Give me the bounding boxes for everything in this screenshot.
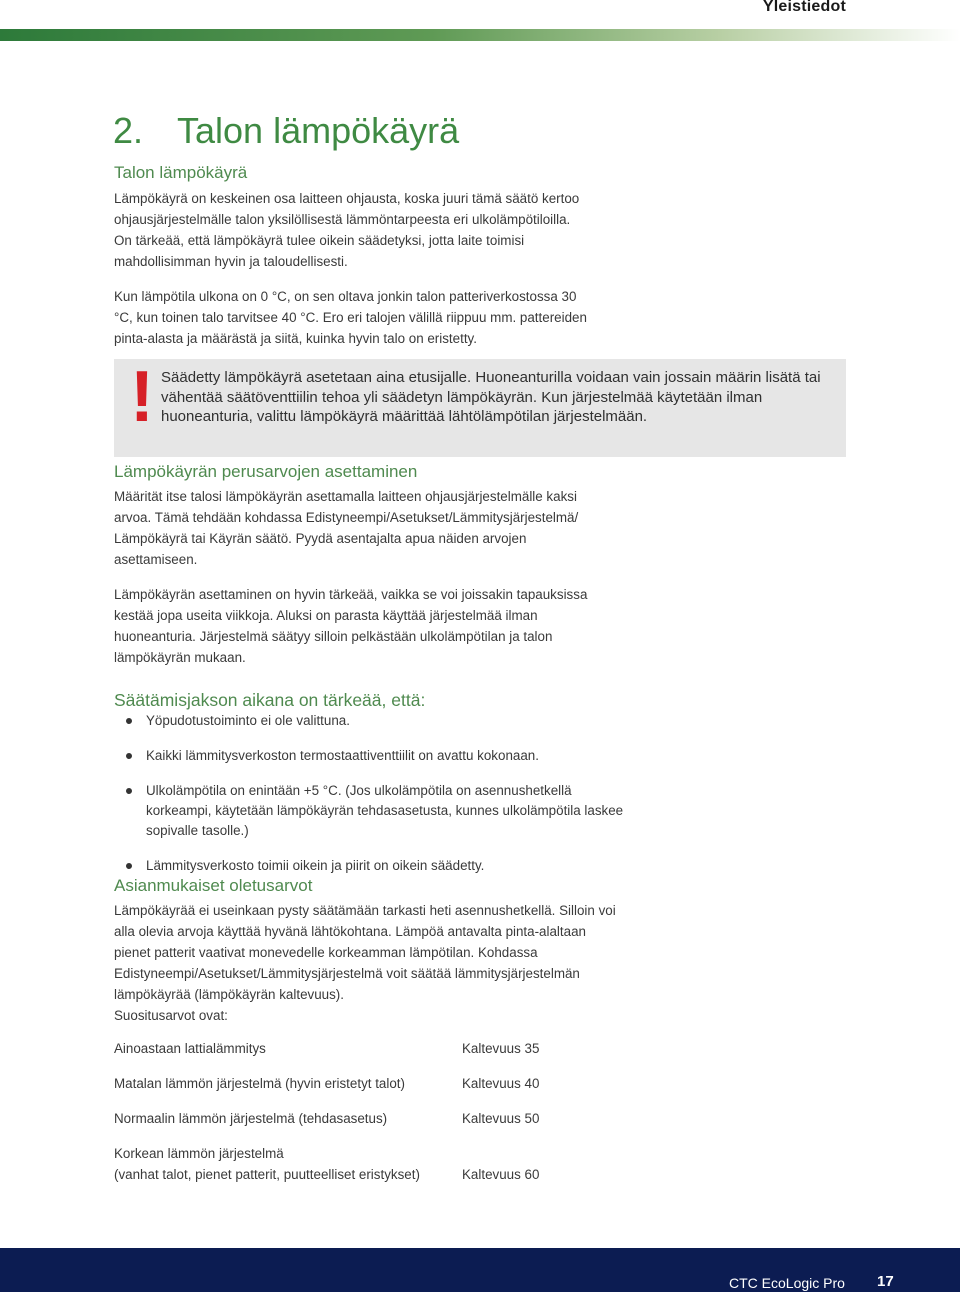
table-row: Ainoastaan lattialämmitys Kaltevuus 35 [114,1041,540,1056]
exclamation-icon: ! [130,357,154,437]
list-item: Kaikki lämmitysverkoston termostaattiventtiilit on avattu kokonaan. [114,746,634,766]
bullet-icon [126,788,132,794]
adjust-period-heading: Säätämisjakson aikana on tärkeää, että: [114,690,426,710]
chapter-number: 2. [113,110,144,151]
table-row: Matalan lämmön järjestelmä (hyvin eristetyt talot) Kaltevuus 40 [114,1076,540,1091]
page-title [113,110,459,152]
important-note-text: Säädetty lämpökäyrä asetetaan aina etusijalle. Huoneanturilla voidaan vain jossain määrin lisätä tai vähentää säätöventtiilin tehoa yli säädetyn lämpökäyrän. Kun järjestelmää käytetään ilman huoneanturia, valittu lämpökäyrä määrittää lähtölämpötilan järjestelmään. [161,369,821,425]
chapter-title: Talon lämpökäyrä [177,110,460,151]
recommended-values-table [114,1038,594,1185]
bullet-icon [126,718,132,724]
defaults-paragraph: Lämpökäyrää ei useinkaan pysty säätämään tarkasti heti asennushetkellä. Silloin voi alla olevia arvoja käyttää hyvänä lähtökohtana. Lämpöä antavalta pinta-alaltaan pienet patterit vaativat monevedelle korkeamman lämpötilan. Kohdassa Edistyneempi/Asetukset/Lämmitysjärjestelmä voit säätää lämmitysjärjestelmän lämpökäyrää (lämpökäyrän kaltevuus). Suositusarvot ovat: [114,903,616,1023]
footer-product-name: CTC EcoLogic Pro [729,1275,845,1291]
header-gradient-bar [0,29,960,41]
table-row: Normaalin lämmön järjestelmä (tehdasasetus) Kaltevuus 50 [114,1111,540,1126]
basic-paragraph-2: Lämpökäyrän asettaminen on hyvin tärkeää, vaikka se voi joissakin tapauksissa kestää jopa useita viikkoja. Aluksi on parasta käyttää järjestelmää ilman huoneanturia. Järjestelmä säätyy silloin pelkästään ulkolämpötilan ja talon lämpökäyrän mukaan. [114,587,588,665]
defaults-heading: Asianmukaiset oletusarvot [114,876,313,895]
bullet-icon [126,863,132,869]
table-row: Korkean lämmön järjestelmä (vanhat talot, pienet patterit, puutteelliset eristykset) Kaltevuus 60 [114,1146,540,1182]
intro-paragraph-2: Kun lämpötila ulkona on 0 °C, on sen oltava jonkin talon patteriverkostossa 30 °C, kun toinen talo tarvitsee 40 °C. Ero eri talojen välillä riippuu mm. pattereiden pinta-alasta ja määrästä ja siitä, kuinka hyvin talo on eristetty. [114,289,587,346]
adjust-checklist [114,711,634,891]
important-note-box [114,359,846,457]
list-item: Lämmitysverkosto toimii oikein ja piirit on oikein säädetty. [114,856,634,876]
basic-values-heading: Lämpökäyrän perusarvojen asettaminen [114,462,418,481]
list-item: Ulkolämpötila on enintään +5 °C. (Jos ulkolämpötila on asennushetkellä korkeampi, käytetään lämpökäyrän tehdasasetusta, kunnes ulkolämpötila laskee sopivalle tasolle.) [114,781,634,841]
list-item: Yöpudotustoiminto ei ole valittuna. [114,711,634,731]
basic-paragraph-1: Määrität itse talosi lämpökäyrän asettamalla laitteen ohjausjärjestelmälle kaksi arvoa. Tämä tehdään kohdassa Edistyneempi/Asetukset/Lämmitysjärjestelmä/ Lämpökäyrä tai Käyrän säätö. Pyydä asentajalta apua näiden arvojen asettamiseen. [114,489,579,567]
page-footer [0,1248,960,1292]
intro-paragraph-1: Lämpökäyrä on keskeinen osa laitteen ohjausta, koska juuri tämä säätö kertoo ohjausjärjestelmälle talon yksilöllisestä lämmöntarpeesta eri ulkolämpötiloilla. On tärkeää, että lämpökäyrä tulee oikein säädetyksi, jotta laite toimisi mahdollisimman hyvin ja taloudellisesti. [114,191,580,269]
section-label: Yleistiedot [762,0,846,15]
page-number: 17 [877,1273,894,1290]
intro-heading: Talon lämpökäyrä [114,163,248,182]
bullet-icon [126,753,132,759]
